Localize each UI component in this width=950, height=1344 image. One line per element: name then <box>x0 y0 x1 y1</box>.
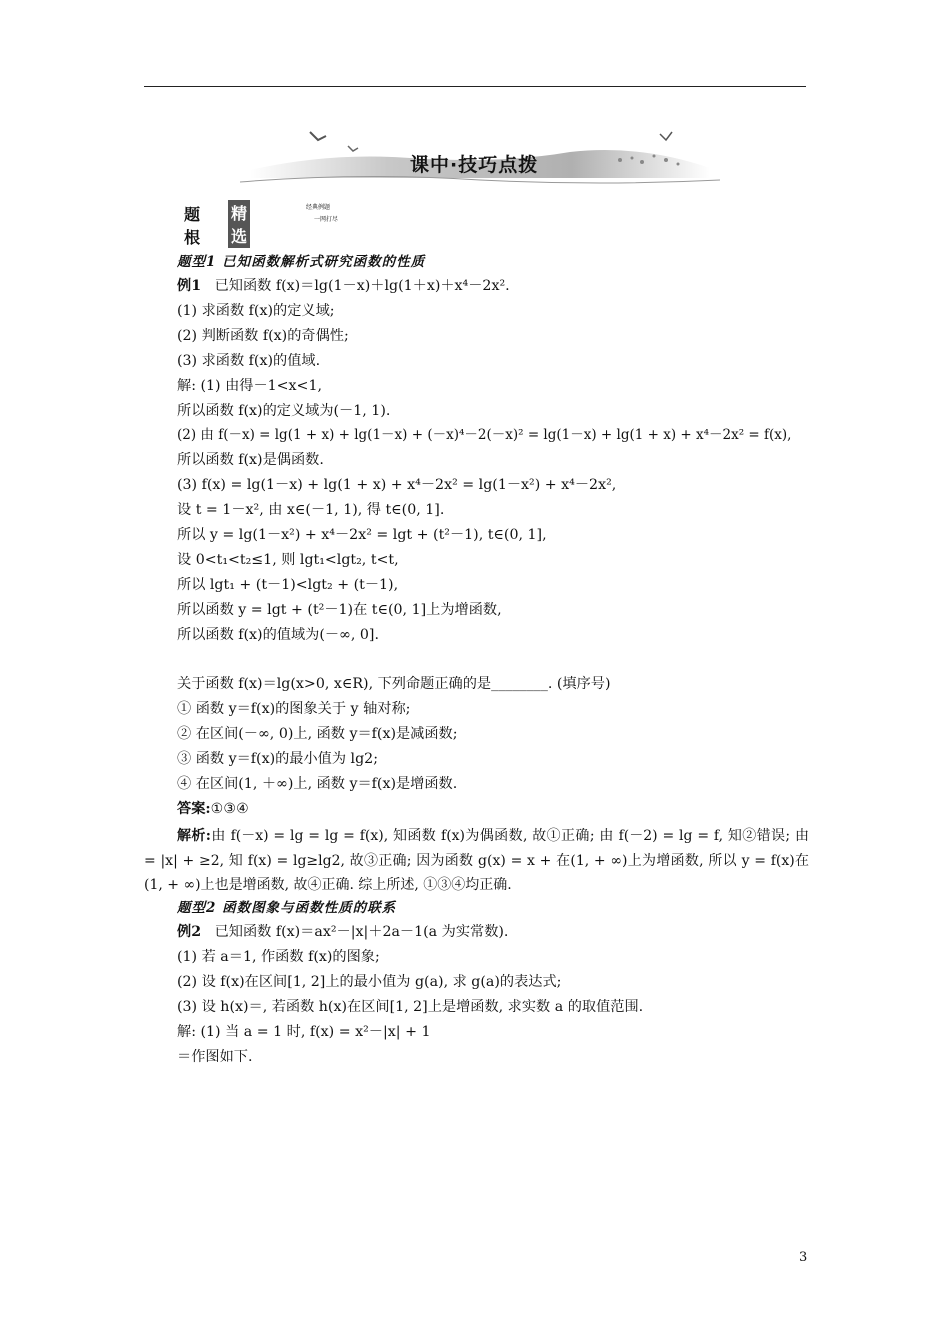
answer-label: 答案: <box>177 801 211 817</box>
example-2-question-3: (3) 设 h(x)＝, 若函数 h(x)在区间[1, 2]上是增函数, 求实数 a 的取值范围. <box>177 999 644 1015</box>
answer-value: ①③④ <box>210 801 249 817</box>
option-1: ① 函数 y＝f(x)的图象关于 y 轴对称; <box>177 701 411 717</box>
example-2-question-2: (2) 设 f(x)在区间[1, 2]上的最小值为 g(a), 求 g(a)的表达式; <box>177 974 562 990</box>
solution-line-9: 所以 lgt₁ + (t－1)<lgt₂ + (t－1), <box>177 577 399 593</box>
question-1: (1) 求函数 f(x)的定义域; <box>177 303 335 319</box>
example-2-solution-2: ＝作图如下. <box>177 1049 253 1065</box>
analysis-text: 由 f(－x) = lg = lg = f(x), 知函数 f(x)为偶函数, 故①正确; 由 f(－2) = lg = f, 知②错误; 由 = |x| + ≥2, 知 f(x) = lg≥lg2, 故③正确; 因为函数 g(x) = x + 在(1, + ∞)上为增函数, 所以 y = f(x)在(1, + ∞)上也是增函数, 故④正确. 综上所述, ①③④均正确. <box>144 828 809 893</box>
solution-line-5: (3) f(x) = lg(1－x) + lg(1 + x) + x⁴－2x² = lg(1－x²) + x⁴－2x², <box>177 477 617 493</box>
section-tag-label: 题根 <box>184 205 201 247</box>
solution-line-1: 解: (1) 由得－1<x<1, <box>177 378 322 394</box>
solution-line-7: 所以 y = lg(1－x²) + x⁴－2x² = lgt + (t²－1), t∈(0, 1], <box>177 527 547 543</box>
section-tag-subtitle-2: 一网打尽 <box>314 216 339 223</box>
header-rule <box>144 86 806 87</box>
example-2-solution-1: 解: (1) 当 a = 1 时, f(x) = x²－|x| + 1 <box>177 1024 431 1040</box>
option-4: ④ 在区间(1, ＋∞)上, 函数 y＝f(x)是增函数. <box>177 776 458 792</box>
type-1-heading: 题型1 已知函数解析式研究函数的性质 <box>177 254 426 270</box>
problem-statement: 关于函数 f(x)＝lg(x>0, x∈R), 下列命题正确的是________. (填序号) <box>177 676 611 692</box>
type-2-heading: 题型2 函数图象与函数性质的联系 <box>177 900 397 916</box>
question-3: (3) 求函数 f(x)的值域. <box>177 353 321 369</box>
solution-line-11: 所以函数 f(x)的值域为(－∞, 0]. <box>177 627 379 643</box>
solution-line-4: 所以函数 f(x)是偶函数. <box>177 452 324 468</box>
page-number: 3 <box>799 1250 808 1265</box>
solution-line-2: 所以函数 f(x)的定义域为(－1, 1). <box>177 403 391 419</box>
option-3: ③ 函数 y＝f(x)的最小值为 lg2; <box>177 751 378 767</box>
section-tag-subtitle: 经典例题 <box>306 204 331 211</box>
example-1 <box>177 276 510 296</box>
analysis-label: 解析: <box>177 828 211 844</box>
example-1-label: 例1 <box>177 278 202 294</box>
solution-line-3: (2) 由 f(－x) = lg(1 + x) + lg(1－x) + (－x)⁴－2(－x)² = lg(1－x) + lg(1 + x) + x⁴－2x² = f(x), <box>177 427 792 443</box>
solution-line-10: 所以函数 y = lgt + (t²－1)在 t∈(0, 1]上为增函数, <box>177 602 502 618</box>
example-2-label: 例2 <box>177 924 202 940</box>
option-2: ② 在区间(－∞, 0)上, 函数 y＝f(x)是减函数; <box>177 726 458 742</box>
example-2-question-1: (1) 若 a＝1, 作函数 f(x)的图象; <box>177 949 380 965</box>
question-2: (2) 判断函数 f(x)的奇偶性; <box>177 328 349 344</box>
example-1-statement: 已知函数 f(x)＝lg(1－x)＋lg(1＋x)＋x⁴－2x². <box>214 278 510 294</box>
example-2 <box>177 922 508 942</box>
example-2-statement: 已知函数 f(x)＝ax²－|x|＋2a－1(a 为实常数). <box>214 924 509 940</box>
analysis-paragraph <box>144 824 809 898</box>
solution-line-8: 设 0<t₁<t₂≤1, 则 lgt₁<lgt₂, t<t, <box>177 552 399 568</box>
answer <box>177 799 249 819</box>
section-tag-highlight: 精选 <box>228 200 250 248</box>
solution-line-6: 设 t = 1－x², 由 x∈(－1, 1), 得 t∈(0, 1]. <box>177 502 445 518</box>
banner-title: 课中·技巧点拨 <box>410 154 539 176</box>
